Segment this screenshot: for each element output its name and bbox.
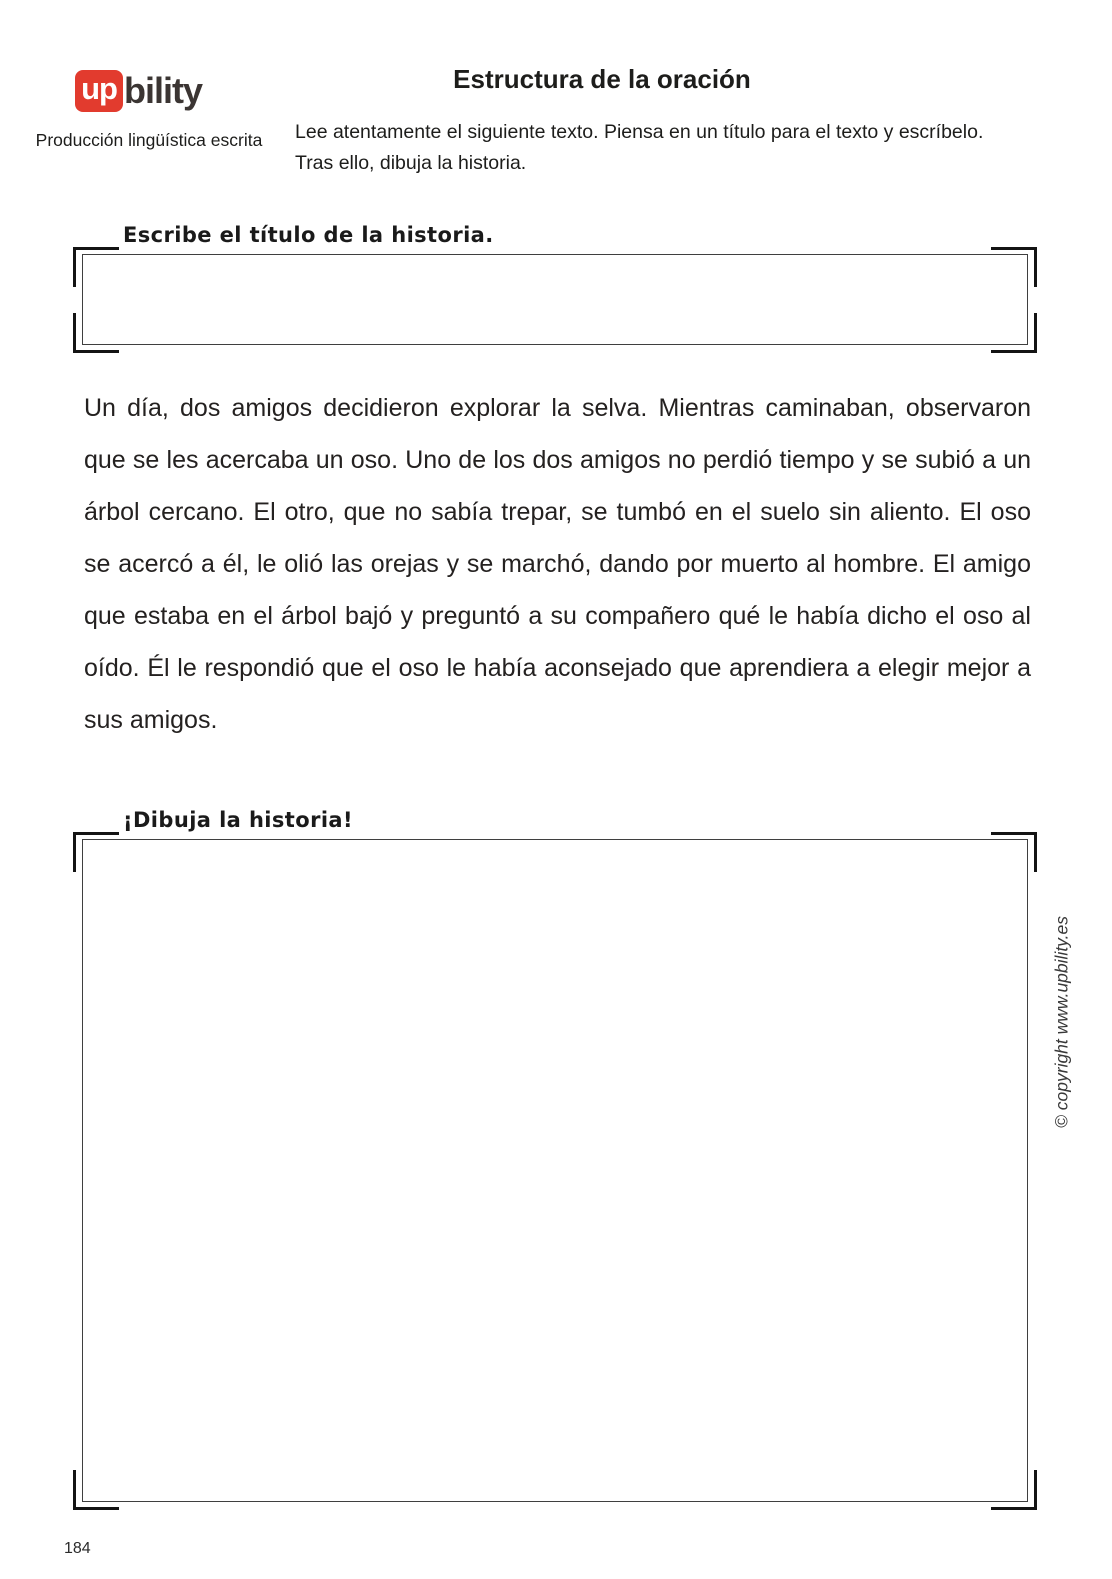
drawing-answer-box xyxy=(73,808,1037,1510)
title-box-label: Escribe el título de la historia. xyxy=(123,223,494,247)
drawing-box-label: ¡Dibuja la historia! xyxy=(123,808,353,832)
copyright-notice: © copyright www.upbility.es xyxy=(1051,916,1072,1128)
drawing-area[interactable] xyxy=(82,839,1028,1502)
instructions xyxy=(295,117,1055,179)
logo-subtitle: Producción lingüística escrita xyxy=(35,130,263,150)
logo-bility-text: bility xyxy=(124,70,203,111)
title-answer-box xyxy=(73,223,1037,353)
story-text: Un día, dos amigos decidieron explorar la selva. Mientras caminaban, observaron que se les acercaba un oso. Uno de los dos amigos no perdió tiempo y se subió a un árbol cercano. El otro, que no sabía trepar, se tumbó en el suelo sin aliento. El oso se acercó a él, le olió las orejas y se marchó, dando por muerto al hombre. El amigo que estaba en el árbol bajó y preguntó a su compañero qué le había dicho el oso al oído. Él le respondió que el oso le había aconsejado que aprendiera a elegir mejor a sus amigos. xyxy=(84,394,1031,734)
page-number: 184 xyxy=(64,1540,91,1557)
instructions-line-1: Lee atentamente el siguiente texto. Piensa en un título para el texto y escríbelo. xyxy=(295,121,984,143)
instructions-line-2: Tras ello, dibuja la historia. xyxy=(295,152,527,174)
logo-up-icon: up xyxy=(75,70,123,112)
title-write-area[interactable] xyxy=(82,254,1028,345)
page-title: Estructura de la oración xyxy=(453,64,751,94)
